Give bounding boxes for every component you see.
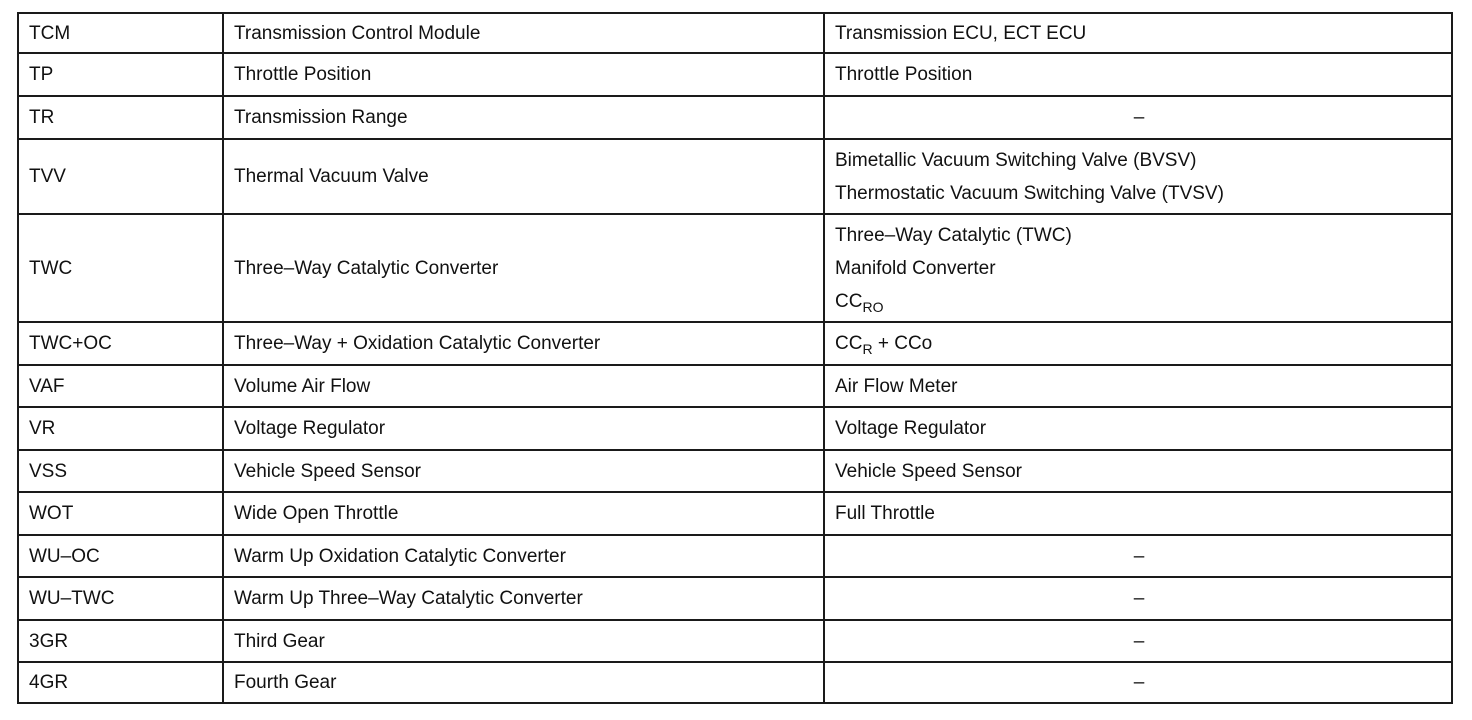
other-term-line [835, 630, 1443, 653]
other-term-text: – [1133, 588, 1145, 609]
term-cell: Warm Up Three–Way Catalytic Converter [223, 577, 824, 620]
term-cell: Third Gear [223, 620, 824, 662]
other-terms-cell [824, 96, 1452, 139]
other-term-line [835, 63, 1443, 86]
other-terms-cell [824, 407, 1452, 450]
abbreviation-table-body [18, 13, 1452, 703]
other-terms-cell [824, 214, 1452, 322]
abbreviation-cell: TCM [18, 13, 223, 53]
other-term-line [835, 545, 1443, 568]
term-cell: Transmission Range [223, 96, 824, 139]
table-row [18, 407, 1452, 450]
term-cell: Voltage Regulator [223, 407, 824, 450]
table-row [18, 322, 1452, 365]
abbreviation-cell: WU–TWC [18, 577, 223, 620]
subscript-text: R [862, 341, 873, 357]
table-row [18, 662, 1452, 703]
abbreviation-cell: VAF [18, 365, 223, 407]
other-terms-cell [824, 13, 1452, 53]
table-row [18, 450, 1452, 492]
other-term-text: Thermostatic Vacuum Switching Valve (TVSV) [835, 182, 1224, 204]
other-term-line [835, 106, 1443, 129]
other-term-line [835, 290, 1443, 313]
other-term-line [835, 587, 1443, 610]
other-term-line [835, 257, 1443, 280]
abbreviation-cell: TWC [18, 214, 223, 322]
other-terms-cell [824, 365, 1452, 407]
other-term-line [835, 375, 1443, 398]
other-terms-cell [824, 662, 1452, 703]
abbreviation-cell: 3GR [18, 620, 223, 662]
table-row [18, 53, 1452, 96]
other-terms-cell [824, 577, 1452, 620]
abbreviation-cell: VR [18, 407, 223, 450]
term-cell: Vehicle Speed Sensor [223, 450, 824, 492]
other-term-text: – [1133, 630, 1145, 652]
abbreviation-cell: TR [18, 96, 223, 139]
other-term-line [835, 502, 1443, 525]
other-term-text: Throttle Position [835, 64, 973, 85]
term-cell: Wide Open Throttle [223, 492, 824, 535]
other-term-text: + CCo [872, 333, 933, 354]
abbreviation-table [17, 12, 1453, 704]
other-term-line [835, 417, 1443, 440]
other-term-line [835, 182, 1443, 205]
other-terms-cell [824, 492, 1452, 535]
term-cell: Thermal Vacuum Valve [223, 139, 824, 214]
other-term-text: Bimetallic Vacuum Switching Valve (BVSV) [835, 149, 1197, 171]
other-terms-cell [824, 139, 1452, 214]
table-row [18, 535, 1452, 577]
other-term-line [835, 671, 1443, 694]
term-cell: Transmission Control Module [223, 13, 824, 53]
term-cell: Three–Way Catalytic Converter [223, 214, 824, 322]
table-row [18, 96, 1452, 139]
abbreviation-cell: VSS [18, 450, 223, 492]
table-row [18, 620, 1452, 662]
other-term-text: Vehicle Speed Sensor [835, 460, 1022, 482]
table-row [18, 492, 1452, 535]
table-row [18, 577, 1452, 620]
other-term-line [835, 460, 1443, 483]
term-cell: Warm Up Oxidation Catalytic Converter [223, 535, 824, 577]
term-cell: Fourth Gear [223, 662, 824, 703]
abbreviation-cell: WU–OC [18, 535, 223, 577]
term-cell: Throttle Position [223, 53, 824, 96]
abbreviation-cell: TP [18, 53, 223, 96]
table-row [18, 13, 1452, 53]
table-row [18, 365, 1452, 407]
other-term-text: Manifold Converter [835, 257, 996, 279]
other-term-text: Full Throttle [835, 503, 935, 524]
table-row [18, 214, 1452, 322]
other-term-line [835, 22, 1443, 45]
other-term-text: CC [835, 290, 863, 312]
other-term-text: – [1133, 107, 1145, 128]
other-term-text: Transmission ECU, ECT ECU [835, 22, 1087, 44]
abbreviation-cell: TWC+OC [18, 322, 223, 365]
other-terms-cell [824, 53, 1452, 96]
abbreviation-cell: WOT [18, 492, 223, 535]
other-term-text: Three–Way Catalytic (TWC) [835, 224, 1072, 246]
term-cell: Volume Air Flow [223, 365, 824, 407]
other-term-text: Air Flow Meter [835, 375, 958, 397]
other-terms-cell [824, 322, 1452, 365]
other-term-text: Voltage Regulator [835, 418, 987, 439]
table-row [18, 139, 1452, 214]
term-cell: Three–Way + Oxidation Catalytic Converter [223, 322, 824, 365]
other-terms-cell [824, 620, 1452, 662]
abbreviation-cell: TVV [18, 139, 223, 214]
other-terms-cell [824, 535, 1452, 577]
abbreviation-cell: 4GR [18, 662, 223, 703]
other-term-text: CC [835, 333, 863, 354]
other-term-line [835, 149, 1443, 172]
other-term-text: – [1133, 672, 1145, 693]
other-term-text: – [1133, 545, 1145, 567]
other-term-line [835, 224, 1443, 247]
other-terms-cell [824, 450, 1452, 492]
other-term-line [835, 332, 1443, 355]
subscript-text: RO [862, 298, 884, 315]
